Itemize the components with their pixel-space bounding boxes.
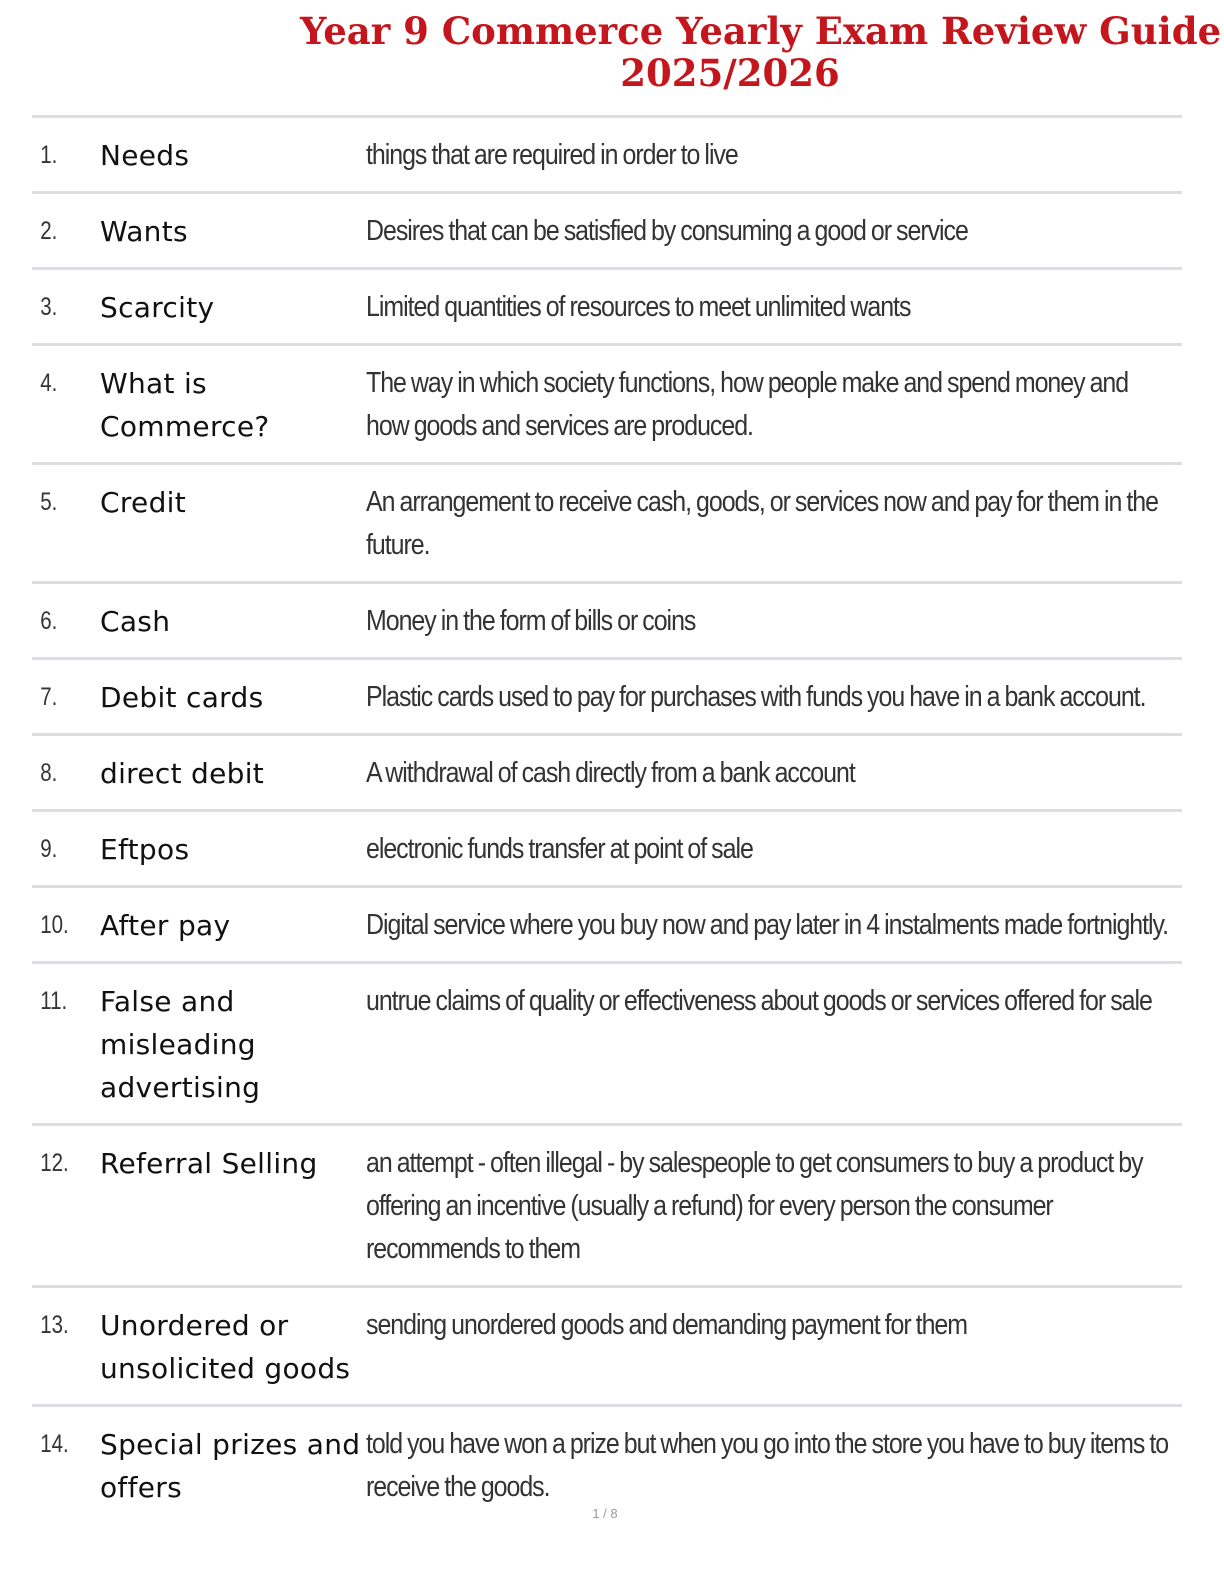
item-term: Special prizes and offers [100,1428,361,1504]
item-number: 9. [40,835,58,863]
list-item [32,465,1182,584]
page-title [300,9,1222,95]
item-definition: an attempt - often illegal - by salespeople to get consumers to buy a product by offering an incentive (usually a refund) for every person the consumer recommends to them [366,1147,1143,1265]
item-definition: told you have won a prize but when you go into the store you have to buy items to receive the goods. [366,1428,1169,1503]
item-term: Scarcity [100,291,215,324]
list-item [32,270,1182,346]
item-number: 7. [40,683,58,711]
item-term: Credit [100,486,187,519]
item-term: Unordered or unsolicited goods [100,1309,351,1385]
list-item [32,346,1182,465]
item-term: Wants [100,215,188,248]
item-number: 11. [40,987,68,1015]
item-definition: things that are required in order to live [366,139,738,171]
item-term: Needs [100,139,190,172]
list-item [32,812,1182,888]
glossary-list [32,115,1182,1523]
item-definition: untrue claims of quality or effectiveness about goods or services offered for sale [366,985,1152,1017]
list-item [32,118,1182,194]
item-definition: electronic funds transfer at point of sale [366,833,753,865]
item-definition: Limited quantities of resources to meet unlimited wants [366,291,911,323]
list-item [32,1288,1182,1407]
item-number: 2. [40,217,58,245]
item-term: False and misleading advertising [100,985,261,1104]
list-item [32,736,1182,812]
item-number: 13. [40,1311,69,1339]
item-number: 12. [40,1149,69,1177]
list-item [32,888,1182,964]
page-title-line-1: Year 9 Commerce Yearly Exam Review Guide [300,9,1222,53]
item-term: After pay [100,909,231,942]
list-item [32,194,1182,270]
item-definition: The way in which society functions, how people make and spend money and how goods and services are produced. [366,367,1129,442]
item-term: Referral Selling [100,1147,318,1180]
item-number: 1. [40,141,58,169]
item-term: What is Commerce? [100,367,270,443]
item-definition: Money in the form of bills or coins [366,605,696,637]
item-term: direct debit [100,757,265,790]
list-item [32,1126,1182,1288]
list-item [32,584,1182,660]
item-number: 8. [40,759,58,787]
item-number: 6. [40,607,58,635]
list-item [32,660,1182,736]
item-term: Debit cards [100,681,264,714]
item-definition: Desires that can be satisfied by consuming a good or service [366,215,968,247]
item-definition: An arrangement to receive cash, goods, or services now and pay for them in the future. [366,486,1158,561]
item-number: 10. [40,911,69,939]
item-number: 3. [40,293,58,321]
item-number: 4. [40,369,58,397]
page-indicator: 1 / 8 [592,1506,618,1521]
item-term: Cash [100,605,171,638]
page-title-line-2: 2025/2026 [620,51,840,95]
item-definition: sending unordered goods and demanding payment for them [366,1309,968,1341]
item-definition: Plastic cards used to pay for purchases with funds you have in a bank account. [366,681,1146,713]
item-number: 5. [40,488,58,516]
item-definition: Digital service where you buy now and pay later in 4 instalments made fortnightly. [366,909,1169,941]
item-number: 14. [40,1430,69,1458]
item-term: Eftpos [100,833,190,866]
list-item [32,964,1182,1126]
item-definition: A withdrawal of cash directly from a bank account [366,757,855,789]
